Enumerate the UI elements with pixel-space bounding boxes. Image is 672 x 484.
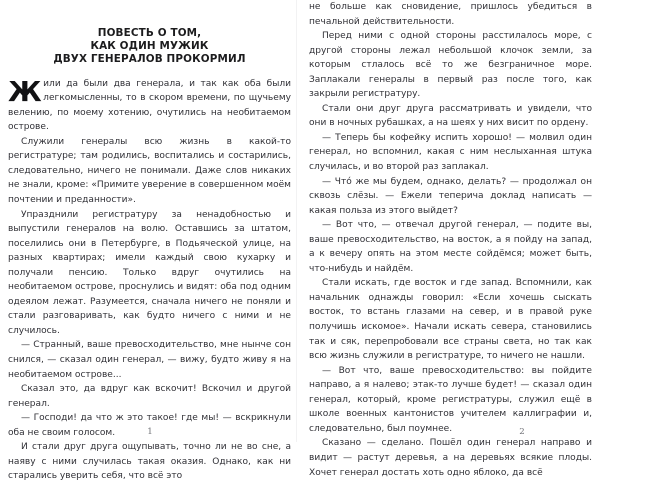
drop-cap: Ж bbox=[8, 75, 42, 108]
paragraph: — Что́ же мы будем, однако, делать? — продолжал он сквозь слёзы. — Ежели теперича доклад написать — какая польза из этого выйдет? bbox=[309, 176, 592, 216]
paragraph: Упразднили регистратуру за ненадобностью и выпустили генералов на волю. Оставшись за штатом, поселились они в Петербурге, в Подьяческой улице, на разных квартирах; имели каждый свою кухарку и получали пенсию. Только вдруг очутились на необитаемом острове, проснулись и видят: оба под одним одеялом лежат. Разумеется, сначала ничего не поняли и стали разговаривать, как будто ничего с ними и не случилось. bbox=[8, 209, 291, 336]
paragraph: — Вот что, — отвечал другой генерал, — подите вы, ваше превосходительство, на восток, а я пойду на запад, а к вечеру опять на этом месте сойдёмся; может быть, что-нибудь и найдём. bbox=[309, 220, 592, 274]
story-title-line-3: ДВУХ ГЕНЕРАЛОВ ПРОКОРМИЛ bbox=[53, 53, 246, 66]
paragraph: Служили генералы всю жизнь в какой-то регистратуре; там родились, воспитались и состарились, следовательно, ничего не понимали. Даже слов никаких не знали, кроме: «Примите уверение в совершенном моём почтении и преданности». bbox=[8, 136, 291, 205]
paragraph bbox=[8, 77, 291, 135]
left-page-text-column bbox=[8, 67, 291, 484]
story-title-line-2: КАК ОДИН МУЖИК bbox=[90, 40, 209, 53]
page-gutter-divider bbox=[296, 0, 297, 442]
paragraph: — Странный, ваше превосходительство, мне нынче сон снился, — сказал один генерал, — вижу, будто живу я на необитаемом острове... bbox=[8, 340, 291, 380]
left-page bbox=[0, 0, 300, 482]
paragraph: Перед ними с одной стороны расстилалось море, с другой стороны лежал небольшой клочок земли, за которым стлалось всё то же безграничное море. Заплакали генералы в первый раз после того, как закрыли регистратуру. bbox=[309, 31, 592, 100]
paragraph: Сказано — сделано. Пошёл один генерал направо и видит — растут деревья, а на деревьях всякие плоды. Хочет генерал достать хоть одно яблоко, да всё bbox=[309, 438, 592, 478]
paragraph: Стали они друг друга рассматривать и увидели, что они в ночных рубашках, а на шеях у них висит по ордену. bbox=[309, 103, 592, 129]
story-title-line-1: ПОВЕСТЬ О ТОМ, bbox=[97, 27, 202, 39]
paragraph: — Вот что, ваше превосходительство: вы пойдите направо, а я налево; этак-то лучше будет! — сказал один генерал, который, кроме регистратуры, служил ещё в школе военных кантонистов учителем каллиграфии и, следовательно, был поумнее. bbox=[309, 365, 592, 434]
paragraph: И стали друг друга ощупывать, точно ли не во сне, а наяву с ними случилась такая оказия. Однако, как ни старались уверить себя, что всё это bbox=[8, 442, 291, 482]
page-number-left: 1 bbox=[147, 427, 153, 437]
paragraph: не больше как сновидение, пришлось убедиться в печальной действительности. bbox=[309, 2, 592, 27]
paragraph: — Господи! да что ж это такое! где мы! — вскрикнули оба не своим голосом. bbox=[8, 413, 291, 438]
page-number-right: 2 bbox=[519, 427, 525, 437]
paragraph-text: или да были два генерала, и так как оба были легкомысленны, то в скором времени, по щучьему велению, по моему хотению, очутились на необитаемом острове. bbox=[8, 78, 291, 133]
story-title bbox=[8, 0, 291, 67]
right-page bbox=[300, 0, 600, 478]
paragraph: Стали искать, где восток и где запад. Вспомнили, как начальник однажды говорил: «Если хочешь сыскать восток, то встань глазами на север, и в правой руке получишь искомое». Начали искать севера, становились так и сяк, перепробовали все страны света, но так как всю жизнь служили в регистратуре, то ничего не нашли. bbox=[309, 278, 592, 362]
paragraph: — Теперь бы кофейку испить хорошо! — молвил один генерал, но вспомнил, какая с ним неслыханная штука случилась, и во второй раз заплакал. bbox=[309, 132, 592, 173]
right-page-text-column bbox=[309, 0, 592, 480]
paragraph: Сказал это, да вдруг как вскочит! Вскочил и другой генерал. bbox=[8, 384, 291, 409]
